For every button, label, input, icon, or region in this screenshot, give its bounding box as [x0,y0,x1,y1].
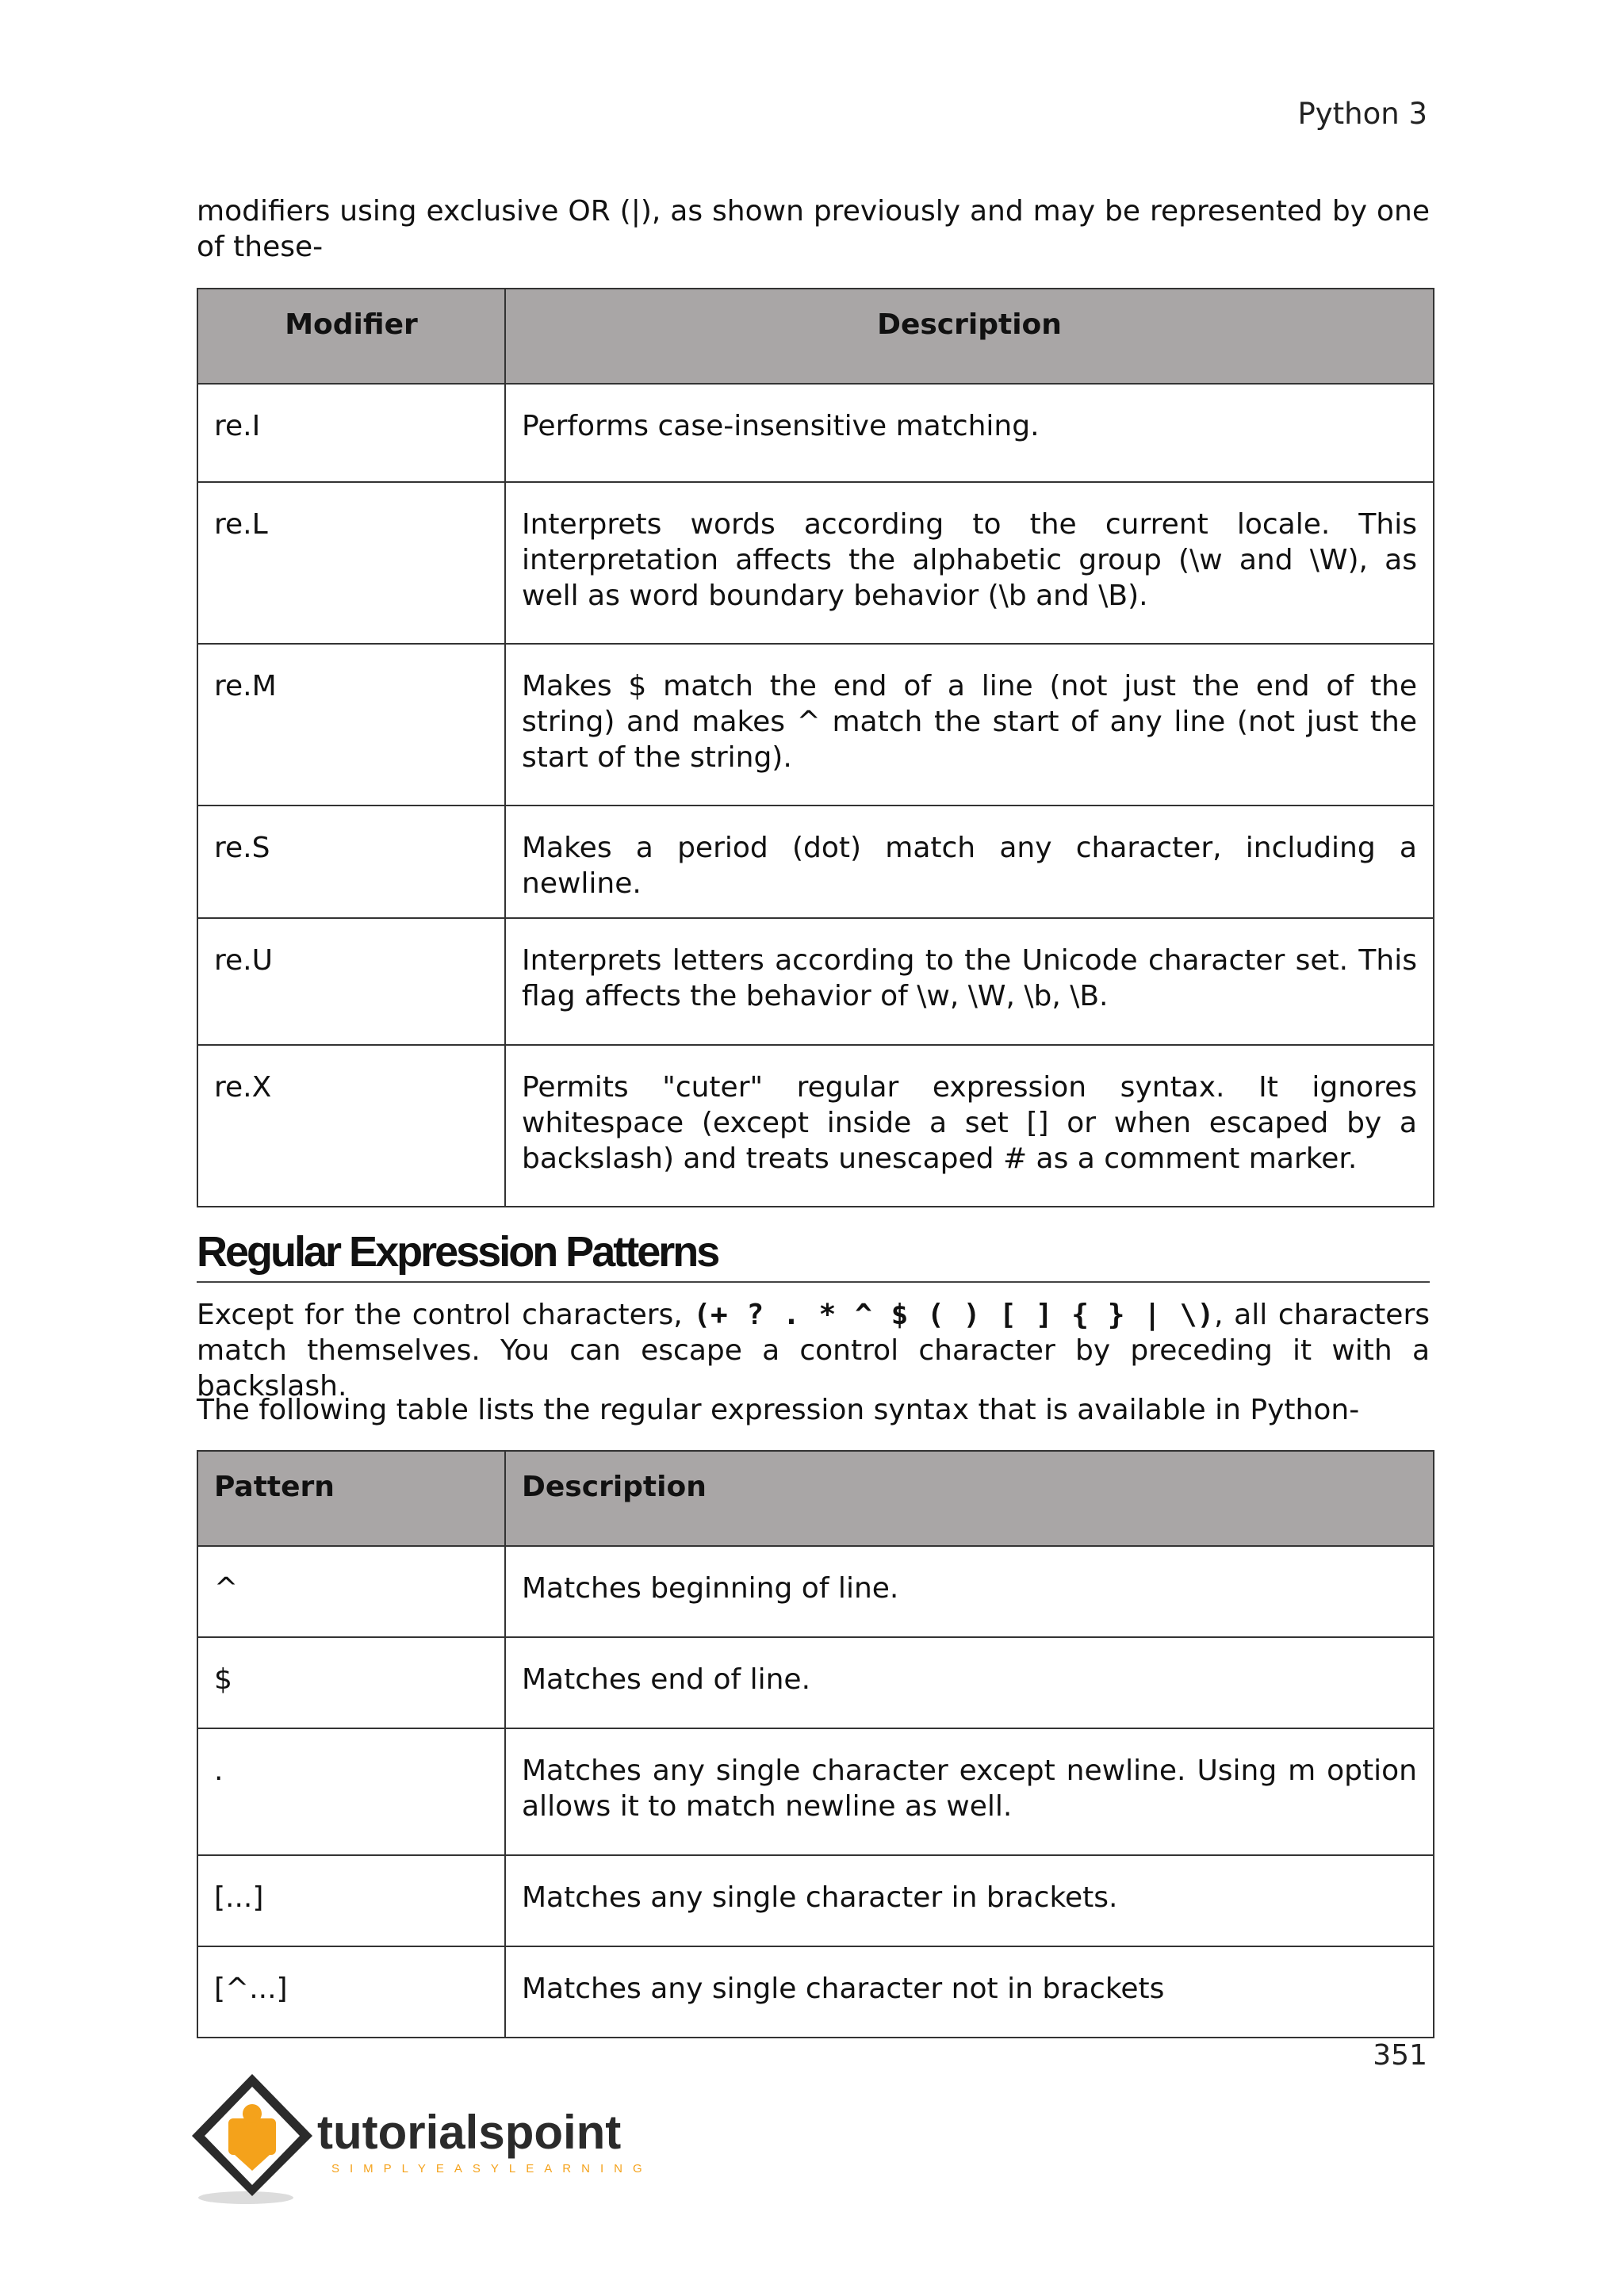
description-cell: Makes a period (dot) match any character, including a newline. [505,806,1434,918]
column-header-description: Description [505,289,1434,384]
control-characters-code: (+ ? . * ^ $ ( ) [ ] { } | \) [693,1299,1215,1331]
description-cell: Matches any single character except newline. Using m option allows it to match newline as well. [505,1728,1434,1855]
description-cell: Matches end of line. [505,1637,1434,1728]
description-cell: Performs case-insensitive matching. [505,384,1434,482]
paragraph-text: Except for the control characters, [197,1299,694,1331]
description-cell: Matches beginning of line. [505,1546,1434,1637]
modifier-cell: re.S [197,806,505,918]
syntax-intro-paragraph: The following table lists the regular expression syntax that is available in Python- [197,1394,1360,1426]
modifier-cell: re.L [197,482,505,644]
pattern-cell: [^...] [197,1946,505,2038]
page-number: 351 [1373,2039,1427,2072]
table-row [197,806,1434,918]
modifier-cell: re.X [197,1045,505,1207]
column-header-pattern: Pattern [197,1451,505,1546]
modifier-cell: re.I [197,384,505,482]
logo-tagline: SIMPLYEASYLEARNING [331,2162,653,2175]
column-header-modifier: Modifier [197,289,505,384]
control-characters-paragraph [197,1297,1430,1404]
logo-wordmark: tutorialspoint [317,2106,622,2159]
page-header-title: Python 3 [1297,97,1427,131]
pattern-cell: ^ [197,1546,505,1637]
intro-paragraph: modifiers using exclusive OR (|), as shown previously and may be represented by one of these- [197,195,1430,263]
table-row [197,482,1434,644]
paragraph-text: , all characters match themselves. You can escape a control character by preceding it with a backslash. [197,1299,1431,1402]
table-row [197,644,1434,806]
pattern-cell: . [197,1728,505,1855]
description-cell: Makes $ match the end of a line (not just the end of the string) and makes ^ match the start of any line (not just the start of the string). [505,644,1434,806]
table-row [197,1637,1434,1728]
modifier-cell: re.M [197,644,505,806]
description-cell: Permits "cuter" regular expression syntax. It ignores whitespace (except inside a set [] or when escaped by a backslash) and treats unescaped # as a comment marker. [505,1045,1434,1207]
table-row [197,1546,1434,1637]
table-row [197,1728,1434,1855]
modifier-cell: re.U [197,918,505,1045]
table-row [197,384,1434,482]
description-cell: Matches any single character in brackets. [505,1855,1434,1946]
pattern-table [197,1450,1434,2038]
table-header-row [197,1451,1434,1546]
pattern-cell: [...] [197,1855,505,1946]
tutorialspoint-logo [190,2069,666,2212]
section-heading: Regular Expression Patterns [197,1227,1430,1283]
column-header-description: Description [505,1451,1434,1546]
table-row [197,918,1434,1045]
description-cell: Matches any single character not in brackets [505,1946,1434,2038]
description-cell: Interprets words according to the current locale. This interpretation affects the alphabetic group (\w and \W), as well as word boundary behavior (\b and \B). [505,482,1434,644]
pattern-cell: $ [197,1637,505,1728]
modifier-table [197,288,1434,1207]
table-row [197,1855,1434,1946]
description-cell: Interprets letters according to the Unicode character set. This flag affects the behavior of \w, \W, \b, \B. [505,918,1434,1045]
table-row [197,1946,1434,2038]
table-row [197,1045,1434,1207]
table-header-row [197,289,1434,384]
